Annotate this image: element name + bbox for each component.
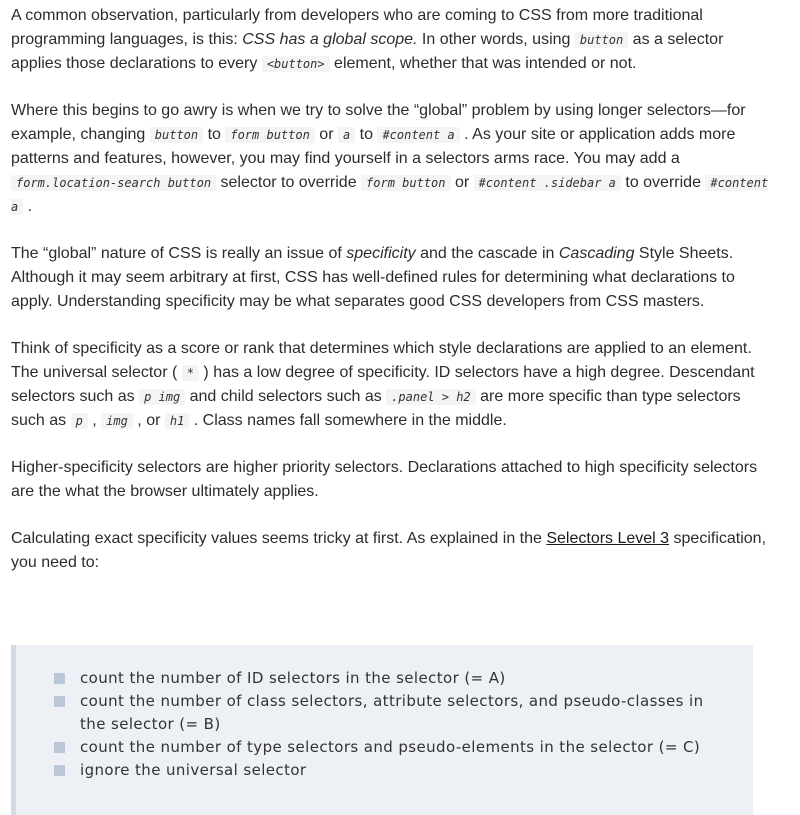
text: as a selector applies those declarations to every (11, 31, 724, 72)
text: to (203, 126, 226, 143)
text: ) has a low degree of specificity. ID selectors have a high degree. Descendant selectors such as (11, 364, 755, 405)
text: A common observation, particularly from developers who are coming to CSS from more traditional programming languages, is this: (11, 7, 703, 48)
paragraph-specificity (11, 242, 771, 314)
list-item (54, 690, 723, 736)
text: . As your site or application adds more patterns and features, however, you may find yourself in a selectors arms race. You may add a (11, 126, 736, 167)
inline-code: #content .sidebar a (474, 175, 621, 191)
inline-code: form button (225, 127, 314, 143)
text: to override (620, 174, 706, 191)
inline-code: <button> (262, 56, 330, 72)
text: The “global” nature of CSS is really an issue of (11, 245, 347, 262)
emphasis: specificity (346, 245, 416, 262)
list-item-text: count the number of type selectors and pseudo-elements in the selector (= C) (80, 738, 701, 756)
text: are more specific than type selectors such as (11, 388, 741, 429)
specificity-steps-box (11, 645, 753, 815)
text: In other words, using (417, 31, 575, 48)
paragraph-calculating (11, 527, 771, 575)
square-bullet-icon (54, 673, 65, 684)
paragraph-global-scope (11, 4, 771, 76)
text: to (355, 126, 378, 143)
square-bullet-icon (54, 742, 65, 753)
text: Style Sheets. Although it may seem arbitrary at first, CSS has well-defined rules for determining what declarations to apply. Understanding specificity may be what separates good CSS developers from CSS masters. (11, 245, 735, 310)
text: , or (132, 412, 165, 429)
text: or (314, 126, 338, 143)
text: , (87, 412, 102, 429)
text: selector to override (216, 174, 362, 191)
list-item-text: ignore the universal selector (80, 761, 307, 779)
list-item (54, 736, 723, 759)
text: and the cascade in (415, 245, 559, 262)
inline-code: form.location-search button (11, 175, 216, 191)
emphasis: Cascading (558, 245, 635, 262)
text: Where this begins to go awry is when we try to solve the “global” problem by using longer selectors—for example, changing (11, 102, 746, 143)
text: Calculating exact specificity values seems tricky at first. As explained in the (11, 530, 547, 547)
paragraph-priority (11, 456, 771, 504)
selectors-level-3-link[interactable]: Selectors Level 3 (546, 530, 670, 547)
inline-code: img (101, 413, 133, 429)
text: . Class names fall somewhere in the middle. (189, 412, 507, 429)
list-item (54, 667, 723, 690)
inline-code: * (182, 365, 199, 381)
list-item-text: count the number of class selectors, attribute selectors, and pseudo-classes in the selector (= B) (80, 692, 704, 733)
list-item (54, 759, 723, 782)
list-item-text: count the number of ID selectors in the selector (= A) (80, 669, 506, 687)
text: element, whether that was intended or not. (329, 55, 637, 72)
inline-code: #content a (377, 127, 459, 143)
text: specification, you need to: (11, 530, 767, 571)
paragraph-specificity-score (11, 337, 771, 433)
inline-code: button (575, 32, 628, 48)
text: Think of specificity as a score or rank that determines which style declarations are applied to an element. The universal selector ( (11, 340, 752, 381)
paragraph-selectors-arms-race (11, 99, 771, 219)
text: or (450, 174, 474, 191)
inline-code: .panel > h2 (386, 389, 475, 405)
inline-code: p img (139, 389, 185, 405)
inline-code: button (150, 127, 203, 143)
square-bullet-icon (54, 765, 65, 776)
square-bullet-icon (54, 696, 65, 707)
inline-code: a (338, 127, 355, 143)
inline-code: form button (361, 175, 450, 191)
inline-code: h1 (165, 413, 189, 429)
text: and child selectors such as (185, 388, 387, 405)
emphasis: CSS has a global scope. (242, 31, 418, 48)
article-body (11, 4, 771, 598)
text: Higher-specificity selectors are higher priority selectors. Declarations attached to high specificity selectors are the what the browser ultimately applies. (11, 459, 758, 500)
text: . (23, 198, 33, 215)
inline-code: #content a (11, 176, 769, 214)
specificity-steps-list (16, 645, 753, 782)
inline-code: p (71, 413, 88, 429)
